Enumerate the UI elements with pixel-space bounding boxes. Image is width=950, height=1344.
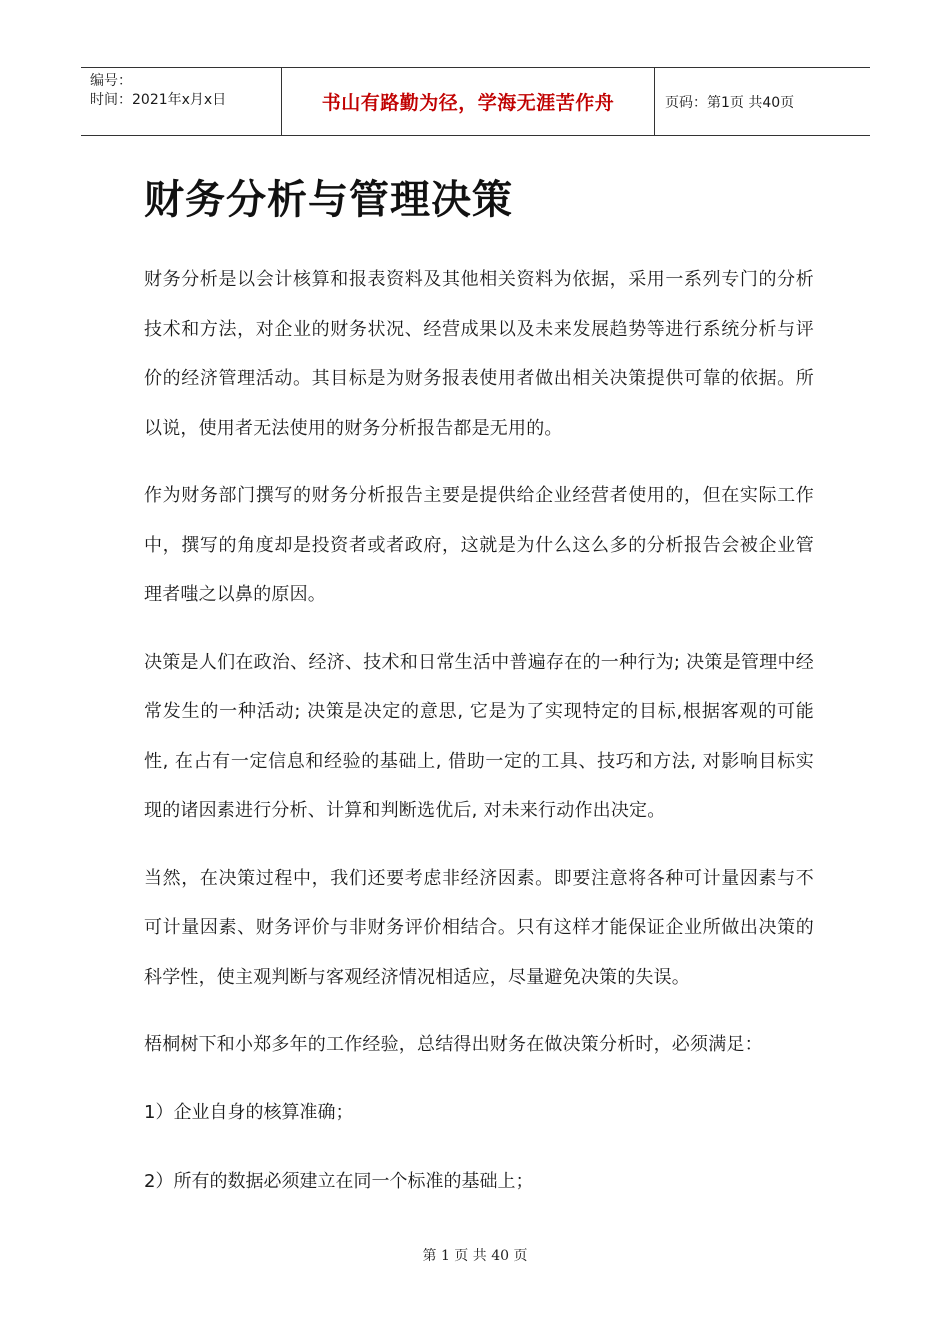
paragraph-3: 决策是人们在政治、经济、技术和日常生活中普遍存在的一种行为; 决策是管理中经常发生的一种活动; 决策是决定的意思, 它是为了实现特定的目标,根据客观的可能性, 在占有一定信息和经验的基础上, 借助一定的工具、技巧和方法, 对影响目标实现的诸因素进行分析、计算和判断选优后, 对未来行动作出决定。 (144, 651, 814, 821)
document-body (144, 255, 814, 1227)
list-item-1: 1）企业自身的核算准确； (144, 1101, 354, 1123)
serial-number-label: 编号： (90, 73, 132, 89)
page-footer: 第 1 页 共 40 页 (422, 1248, 528, 1264)
date-label: 时间：2021年x月x日 (90, 92, 227, 108)
header-page-info: 页码：第1页 共40页 (665, 94, 795, 111)
paragraph-1: 财务分析是以会计核算和报表资料及其他相关资料为依据，采用一系列专门的分析技术和方法，对企业的财务状况、经营成果以及未来发展趋势等进行系统分析与评价的经济管理活动。其目标是为财务报表使用者做出相关决策提供可靠的依据。所以说，使用者无法使用的财务分析报告都是无用的。 (144, 269, 814, 439)
paragraph-4: 当然，在决策过程中，我们还要考虑非经济因素。即要注意将各种可计量因素与不可计量因素、财务评价与非财务评价相结合。只有这样才能保证企业所做出决策的科学性，使主观判断与客观经济情况相适应，尽量避免决策的失误。 (144, 867, 814, 988)
document-title: 财务分析与管理决策 (144, 177, 513, 223)
paragraph-5: 梧桐树下和小郑多年的工作经验，总结得出财务在做决策分析时，必须满足： (144, 1034, 763, 1055)
motto-text: 书山有路勤为径，学海无涯苦作舟 (321, 92, 615, 114)
header-page-cell (655, 68, 870, 135)
header-motto-cell (282, 68, 655, 135)
paragraph-2: 作为财务部门撰写的财务分析报告主要是提供给企业经营者使用的，但在实际工作中，撰写的角度却是投资者或者政府，这就是为什么这么多的分析报告会被企业管理者嗤之以鼻的原因。 (144, 485, 814, 605)
list-item-2: 2）所有的数据必须建立在同一个标准的基础上； (144, 1171, 534, 1192)
header-meta-cell (81, 68, 282, 135)
document-header (81, 67, 870, 136)
